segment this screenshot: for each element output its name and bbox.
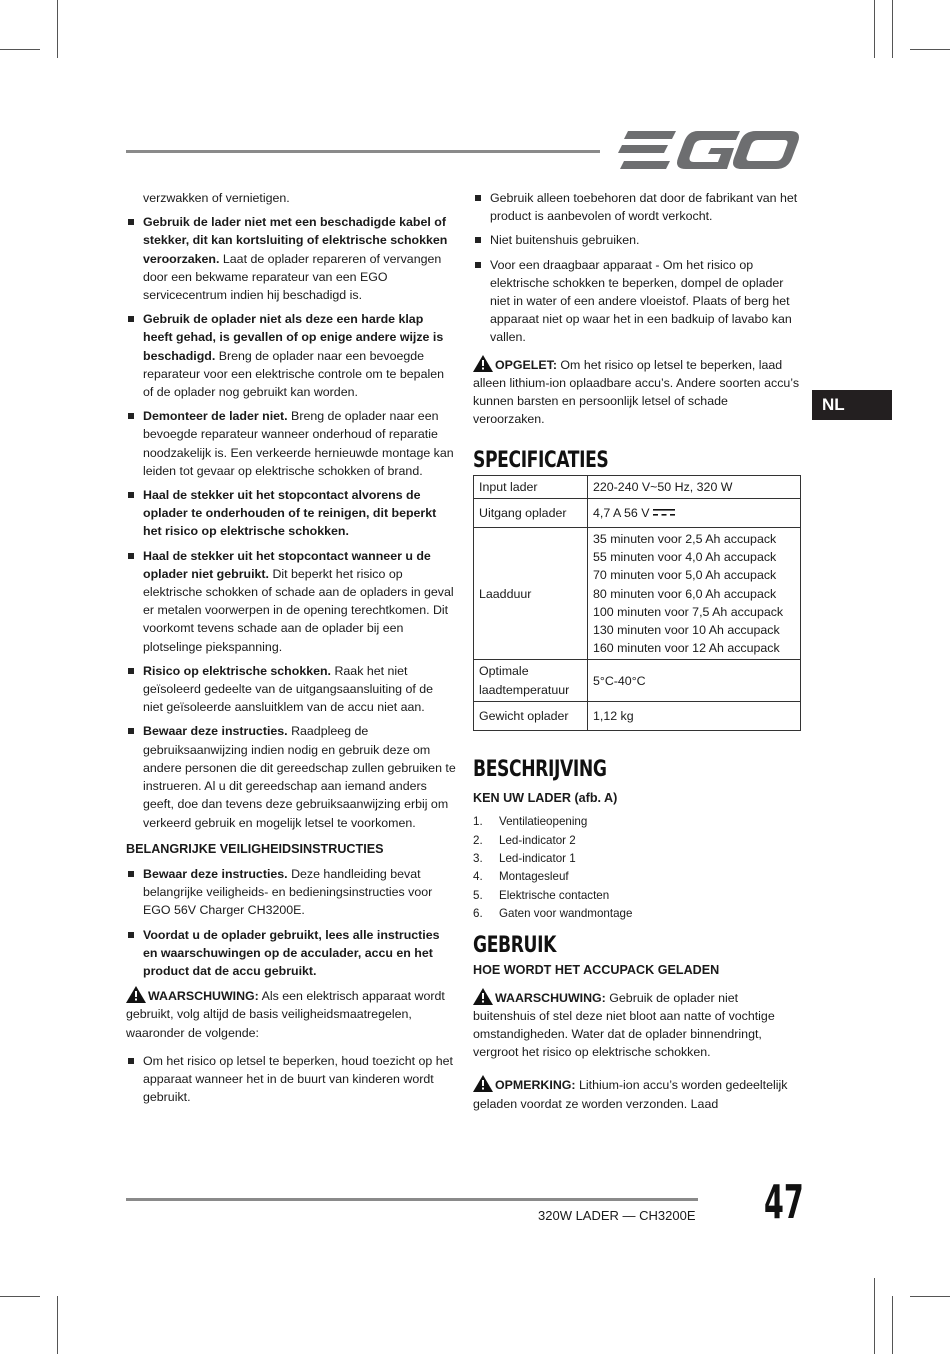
spec-value: 4,7 A 56 V: [593, 505, 650, 520]
list-item: [473, 256, 801, 347]
page-number: 47: [764, 1175, 804, 1229]
warning-text: Als een elektrisch apparaat wordt gebruikt, volg altijd de basis veiligheidsmaatregelen, waaronder de volgende:: [126, 989, 445, 1040]
list-item: [126, 926, 456, 981]
spec-key: Input lader: [474, 475, 588, 498]
section-title-specifications: SPECIFICATIES: [473, 448, 609, 474]
crop-mark: [57, 0, 58, 58]
spec-key: Optimale laadtemperatuur: [474, 660, 588, 701]
list-item: [126, 407, 456, 480]
table-row: [474, 528, 801, 660]
bullet-bold: Gebruik de lader niet met een beschadigde kabel of stekker, dit kan kortsluiting of elektrische schokken veroorzaken.: [143, 215, 448, 266]
list-item: [126, 486, 456, 541]
warning-triangle-icon: [126, 986, 146, 1003]
list-item: [473, 189, 801, 225]
charge-time-line: 100 minuten voor 7,5 Ah accupack: [593, 604, 784, 619]
charge-time-line: 160 minuten voor 12 Ah accupack: [593, 641, 780, 656]
bullet-icon: [128, 316, 134, 322]
bullet-bold: Haal de stekker uit het stopcontact wanneer u de oplader niet gebruikt.: [143, 548, 431, 581]
crop-mark: [874, 1278, 875, 1354]
list-item: [473, 905, 801, 923]
table-row: [474, 498, 801, 527]
bullet-icon: [128, 871, 134, 877]
warning-paragraph: [126, 986, 456, 1042]
bullet-icon: [475, 195, 481, 201]
bullet-text: Om het risico op letsel te beperken, houd toezicht op het apparaat wanneer het in de buurt van kinderen wordt gebruikt.: [143, 1053, 453, 1105]
caution-paragraph: [473, 355, 801, 429]
bullet-text: Gebruik alleen toebehoren dat door de fabrikant van het product is aanbevolen of wordt verkocht.: [490, 191, 798, 224]
bullet-text: Voor een draagbaar apparaat - Om het risico op elektrische schokken te beperken, dompel de oplader niet in water of een andere vloeistof. Plaats of berg het apparaat niet op waar het in een badkuip of lavabo kan vallen.: [490, 257, 792, 345]
list-item: [126, 547, 456, 656]
caution-label: OPGELET:: [495, 357, 557, 372]
caution-text: Om het risico op letsel te beperken, laad alleen lithium-ion oplaadbare accu’s. Andere soorten accu’s kunnen barsten en persoonlijk letsel of schade veroorzaken.: [473, 357, 800, 427]
item-label: Led-indicator 2: [499, 833, 576, 847]
dc-symbol-icon: [653, 508, 675, 517]
warning-triangle-icon: [473, 1075, 493, 1092]
charge-time-line: 130 minuten voor 10 Ah accupack: [593, 623, 780, 638]
subheading: BELANGRIJKE VEILIGHEIDSINSTRUCTIES: [126, 841, 384, 856]
spec-value: 1,12 kg: [588, 701, 801, 730]
crop-mark: [57, 1296, 58, 1354]
item-number: 3.: [473, 852, 483, 866]
bullet-text: Laat de oplader repareren of vervangen door een bekwame reparateur van een EGO servicecentrum indien hij beschadigd is.: [143, 251, 442, 303]
spec-table: [473, 475, 801, 731]
crop-mark: [910, 49, 950, 50]
bullet-text: Deze handleiding bevat belangrijke veiligheids- en bedieningsinstructies voor EGO 56V Charger CH3200E.: [143, 866, 433, 918]
bullet-bold: Gebruik de oplader niet als deze een harde klap heeft gehad, is gevallen of op enige andere wijze is beschadigd.: [143, 312, 444, 363]
ego-logo: [616, 128, 800, 177]
list-item: [473, 813, 801, 831]
note-text: Lithium-ion accu’s worden gedeeltelijk geladen voordat ze worden verzonden. Laad: [473, 1078, 788, 1111]
bullet-text: Breng de oplader naar een bevoegde reparateur wanneer onderhoud of reparatie noodzakelijk is. Een verkeerde hernieuwde montage kan leiden tot gevaar op elektrische schokken of brand.: [143, 409, 454, 478]
charge-time-line: 35 minuten voor 2,5 Ah accupack: [593, 532, 777, 547]
item-number: 2.: [473, 833, 483, 847]
spec-key: Gewicht oplader: [474, 701, 588, 730]
warning-text: Gebruik de oplader niet buitenshuis of stel deze niet bloot aan natte of vochtige omstandigheden. Water dat de oplader binnendringt, vergroot het risico op elektrische schokken.: [473, 990, 775, 1060]
item-label: Montagesleuf: [499, 870, 569, 884]
warning-triangle-icon: [473, 355, 493, 372]
crop-mark: [874, 0, 875, 58]
crop-mark: [910, 1296, 950, 1297]
bullet-text: Raadpleeg de gebruiksaanwijzing indien nodig en gebruik deze om andere personen die dit gereedschap zullen gebruiken te instrueren. Al u dit gereedschap aan iemand anders geeft, doe dan tevens deze gebruiksaanwijzing erbij om verkeerd gebruik en mogelijk letsel te voorkomen.: [143, 724, 456, 830]
bullet-list: [473, 189, 801, 347]
crop-mark: [0, 49, 40, 50]
bullet-icon: [475, 262, 481, 268]
bullet-list: [126, 1052, 456, 1107]
spec-key: Uitgang oplader: [474, 498, 588, 527]
table-row: [474, 660, 801, 701]
list-item: [126, 1052, 456, 1107]
subheading: HOE WORDT HET ACCUPACK GELADEN: [473, 963, 720, 978]
warning-triangle-icon: [473, 988, 493, 1005]
section-title-description: BESCHRIJVING: [473, 757, 607, 783]
list-item: [126, 213, 456, 304]
parts-list: [473, 813, 801, 923]
table-row: [474, 701, 801, 730]
item-label: Elektrische contacten: [499, 888, 610, 902]
bullet-bold: Demonteer de lader niet.: [143, 409, 288, 424]
item-number: 6.: [473, 906, 483, 920]
bullet-bold: Risico op elektrische schokken.: [143, 663, 332, 678]
list-item: [126, 662, 456, 717]
bullet-bold: Bewaar deze instructies.: [143, 724, 288, 739]
warning-paragraph: [473, 988, 801, 1062]
bullet-icon: [475, 237, 481, 243]
list-item: [473, 231, 801, 249]
spec-value-cell: [588, 498, 801, 527]
footer-title: 320W LADER — CH3200E: [538, 1208, 696, 1223]
bullet-icon: [128, 219, 134, 225]
bullet-bold: Haal de stekker uit het stopcontact alvorens de oplader te onderhouden of te reinigen, dit beperkt het risico op elektrische schokken.: [143, 488, 437, 539]
bullet-text: Dit beperkt het risico op elektrische schokken of schade aan de opladers in geval er metalen voorwerpen in de opening terechtkomen. Dit voorkomt tevens schade aan de oplader bij een plotselinge piekspanning.: [143, 566, 454, 654]
table-row: [474, 475, 801, 498]
note-label: OPMERKING:: [495, 1078, 576, 1093]
bullet-bold: Bewaar deze instructies.: [143, 866, 288, 881]
bullet-icon: [128, 492, 134, 498]
bullet-text: Breng de oplader naar een bevoegde reparateur voor een elektrische controle om te bepalen of de oplader nog gebruikt kan worden.: [143, 348, 444, 400]
spec-value: 220-240 V~50 Hz, 320 W: [588, 475, 801, 498]
list-item: [473, 850, 801, 868]
bullet-list: [126, 865, 456, 980]
charge-time-line: 70 minuten voor 5,0 Ah accupack: [593, 568, 777, 583]
spec-key: Laadduur: [474, 528, 588, 660]
warning-label: WAARSCHUWING:: [148, 989, 259, 1004]
spec-value-cell: [588, 528, 801, 660]
crop-mark: [892, 0, 893, 58]
list-item: [126, 865, 456, 920]
item-number: 5.: [473, 888, 483, 902]
footer-rule: [126, 1198, 698, 1201]
intro-text: verzwakken of vernietigen.: [143, 191, 290, 205]
bullet-icon: [128, 413, 134, 419]
item-number: 4.: [473, 870, 483, 884]
charge-time-line: 55 minuten voor 4,0 Ah accupack: [593, 550, 777, 565]
list-item: [126, 722, 456, 831]
language-tab: NL: [812, 390, 892, 420]
right-column: [473, 189, 801, 1113]
item-label: Ventilatieopening: [499, 815, 588, 829]
item-number: 1.: [473, 815, 483, 829]
spec-value: 5°C-40°C: [588, 660, 801, 701]
list-item: [126, 310, 456, 401]
bullet-icon: [128, 932, 134, 938]
note-paragraph: [473, 1075, 801, 1112]
bullet-icon: [128, 553, 134, 559]
bullet-icon: [128, 668, 134, 674]
bullet-icon: [128, 1058, 134, 1064]
left-column: [126, 189, 456, 1112]
bullet-icon: [128, 728, 134, 734]
bullet-text: Niet buitenshuis gebruiken.: [490, 233, 640, 248]
warning-label: WAARSCHUWING:: [495, 990, 606, 1005]
crop-mark: [892, 1296, 893, 1354]
bullet-list: [126, 213, 456, 832]
crop-mark: [0, 1296, 40, 1297]
list-item: [473, 887, 801, 905]
list-item: [473, 868, 801, 886]
list-item: [473, 832, 801, 850]
subheading: KEN UW LADER (afb. A): [473, 791, 618, 806]
section-title-usage: GEBRUIK: [473, 933, 556, 959]
item-label: Led-indicator 1: [499, 852, 576, 866]
bullet-text: Raak het niet geïsoleerd gedeelte van de uitgangsaansluiting of de niet geïsoleerde aansluitklem van de accu niet aan.: [143, 663, 434, 715]
header-rule: [126, 150, 600, 153]
item-label: Gaten voor wandmontage: [499, 906, 633, 920]
charge-time-line: 80 minuten voor 6,0 Ah accupack: [593, 586, 777, 601]
bullet-bold: Voordat u de oplader gebruikt, lees alle instructies en waarschuwingen op de acculader, accu en het product dat de accu gebruikt.: [143, 927, 440, 978]
